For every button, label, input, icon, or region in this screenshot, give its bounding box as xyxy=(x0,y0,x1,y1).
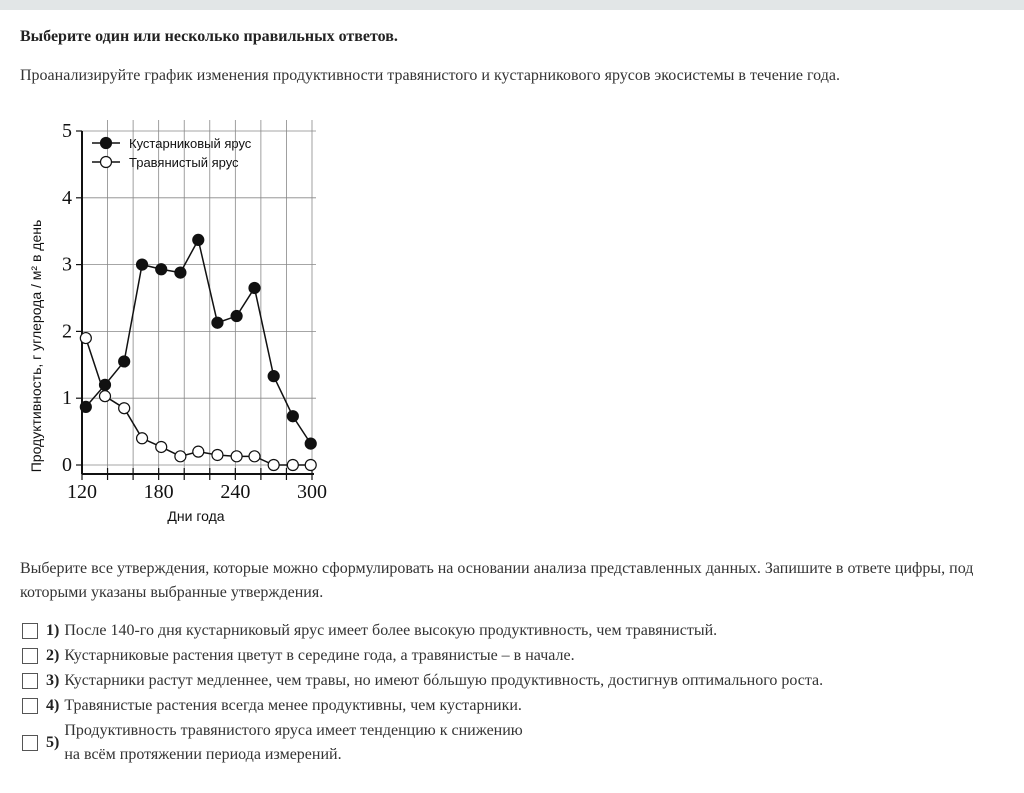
herb-data-point xyxy=(137,433,148,444)
shrub-data-point xyxy=(100,379,111,390)
shrub-data-point xyxy=(249,282,260,293)
shrub-data-point xyxy=(137,259,148,270)
legend-marker xyxy=(101,157,112,168)
instruction-heading: Выберите один или несколько правильных ответов. xyxy=(20,28,398,45)
option-2[interactable] xyxy=(22,643,1012,668)
top-bar xyxy=(0,0,1024,10)
x-tick-label: 300 xyxy=(297,481,327,503)
herb-data-point xyxy=(212,449,223,460)
herb-data-point xyxy=(287,460,298,471)
herb-data-point xyxy=(156,441,167,452)
shrub-data-point xyxy=(287,411,298,422)
y-tick-label: 1 xyxy=(62,387,72,410)
option-text: Кустарники растут медленнее, чем травы, но имеют бóльшую продуктивность, достигнув оптимального роста. xyxy=(64,671,824,689)
series-line-shrub xyxy=(86,240,311,444)
y-tick-label: 4 xyxy=(62,186,72,209)
herb-data-point xyxy=(249,451,260,462)
shrub-data-point xyxy=(80,401,91,412)
x-tick-label: 240 xyxy=(220,481,251,503)
option-text: После 140-го дня кустарниковый ярус имеет более высокую продуктивность, чем травянистый. xyxy=(64,621,718,639)
checkbox-1[interactable] xyxy=(22,623,38,639)
option-text: Травянистые растения всегда менее продуктивны, чем кустарники. xyxy=(64,696,522,714)
y-tick-label: 3 xyxy=(62,253,72,276)
herb-data-point xyxy=(268,460,279,471)
chart-svg xyxy=(20,112,340,532)
option-5[interactable] xyxy=(22,717,1012,769)
herb-data-point xyxy=(193,446,204,457)
option-text: Кустарниковые растения цветут в середине года, а травянистые – в начале. xyxy=(64,646,575,664)
option-4[interactable] xyxy=(22,693,1012,718)
x-tick-label: 120 xyxy=(67,481,97,503)
option-number: 4) xyxy=(46,696,60,714)
y-tick-label: 2 xyxy=(62,320,72,343)
shrub-data-point xyxy=(175,267,186,278)
option-number: 5) xyxy=(46,734,60,751)
x-tick-label: 180 xyxy=(143,481,174,503)
legend-label: Кустарниковый ярус xyxy=(129,136,252,151)
option-text-line-1: Продуктивность травянистого яруса имеет тенденцию к снижению xyxy=(64,722,523,739)
intro-text: Проанализируйте график изменения продуктивности травянистого и кустарникового ярусов экосистемы в течение года. xyxy=(20,67,840,84)
checkbox-2[interactable] xyxy=(22,648,38,664)
y-tick-label: 5 xyxy=(62,120,72,142)
option-text xyxy=(64,719,522,767)
question-text: Выберите все утверждения, которые можно сформулировать на основании анализа представленных данных. Запишите в ответе цифры, под которыми указаны выбранные утверждения. xyxy=(20,560,974,601)
legend-marker xyxy=(101,138,112,149)
checkbox-5[interactable] xyxy=(22,735,38,751)
herb-data-point xyxy=(305,460,316,471)
answer-options xyxy=(22,618,1012,769)
y-tick-label: 0 xyxy=(62,454,72,476)
checkbox-3[interactable] xyxy=(22,673,38,689)
shrub-data-point xyxy=(212,317,223,328)
shrub-data-point xyxy=(231,311,242,322)
herb-data-point xyxy=(231,451,242,462)
option-number: 1) xyxy=(46,621,60,639)
option-text-line-2: на всём протяжении периода измерений. xyxy=(64,746,342,763)
shrub-data-point xyxy=(268,371,279,382)
shrub-data-point xyxy=(193,234,204,245)
herb-data-point xyxy=(100,391,111,402)
option-3[interactable] xyxy=(22,668,1012,693)
y-axis-label: Продуктивность, г углерода / м² в день xyxy=(28,219,44,473)
checkbox-4[interactable] xyxy=(22,698,38,714)
option-number: 2) xyxy=(46,646,60,664)
herb-data-point xyxy=(80,333,91,344)
shrub-data-point xyxy=(119,356,130,367)
shrub-data-point xyxy=(156,264,167,275)
herb-data-point xyxy=(119,403,130,414)
x-axis-label: Дни года xyxy=(167,508,225,524)
option-1[interactable] xyxy=(22,618,1012,643)
productivity-chart xyxy=(20,112,340,532)
herb-data-point xyxy=(175,451,186,462)
shrub-data-point xyxy=(305,438,316,449)
legend-label: Травянистый ярус xyxy=(129,155,239,170)
option-number: 3) xyxy=(46,671,60,689)
